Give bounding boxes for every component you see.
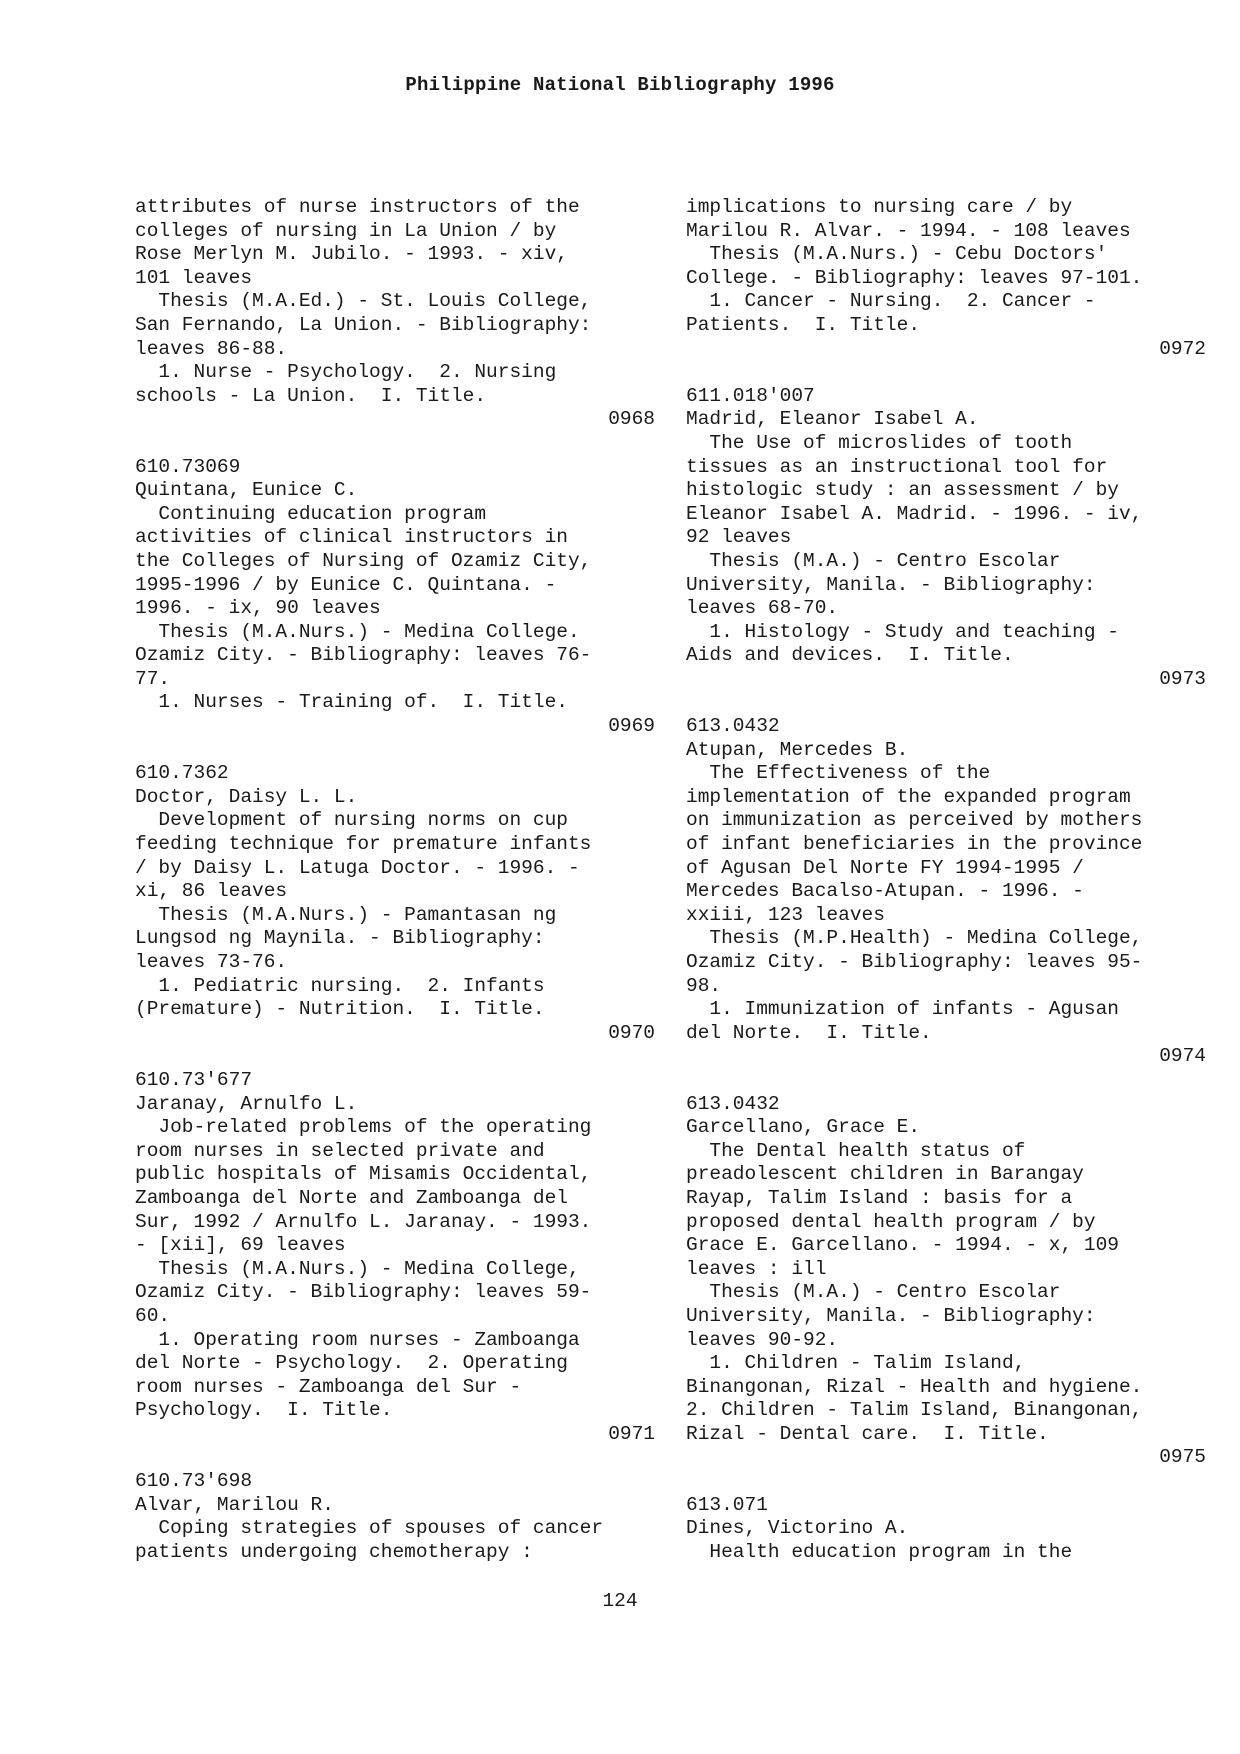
left-column bbox=[135, 196, 655, 1588]
entry-line: 1996. - ix, 90 leaves bbox=[135, 597, 381, 620]
entry-line: Eleanor Isabel A. Madrid. - 1996. - iv, bbox=[686, 502, 1143, 525]
entry-line: Thesis (M.A.Nurs.) - Medina College. bbox=[135, 620, 580, 643]
entry-line: 60. bbox=[135, 1304, 171, 1327]
entry-line: University, Manila. - Bibliography: bbox=[686, 573, 1096, 596]
entry-line: histologic study : an assessment / by bbox=[686, 479, 1119, 502]
entry-line: College. - Bibliography: leaves 97-101. bbox=[686, 266, 1143, 289]
entry-line: del Norte. I. Title. bbox=[686, 1021, 932, 1044]
bibliography-entry bbox=[686, 715, 1206, 1069]
entry-line: implementation of the expanded program bbox=[686, 785, 1131, 808]
entry-number: 0969 bbox=[608, 715, 655, 738]
entry-line: Thesis (M.A.Nurs.) - Cebu Doctors' bbox=[686, 243, 1108, 266]
entry-line: 101 leaves bbox=[135, 266, 253, 289]
entry-line: leaves 86-88. bbox=[135, 337, 288, 360]
entry-line: Rizal - Dental care. I. Title. bbox=[686, 1422, 1049, 1445]
entry-line: preadolescent children in Barangay bbox=[686, 1163, 1084, 1186]
entry-line: schools - La Union. I. Title. bbox=[135, 384, 487, 407]
entry-line: 2. Children - Talim Island, Binangonan, bbox=[686, 1399, 1143, 1422]
entry-line: Lungsod ng Maynila. - Bibliography: bbox=[135, 927, 545, 950]
entry-line: Thesis (M.A.Nurs.) - Medina College, bbox=[135, 1257, 580, 1280]
entry-line: leaves 90-92. bbox=[686, 1328, 839, 1351]
bibliography-entry bbox=[686, 385, 1206, 692]
page-title: Philippine National Bibliography 1996 bbox=[405, 74, 835, 96]
entry-line: Health education program in the bbox=[686, 1540, 1073, 1563]
entry-line: activities of clinical instructors in bbox=[135, 526, 568, 549]
entry-line: Psychology. I. Title. bbox=[135, 1399, 393, 1422]
entry-number: 0975 bbox=[1159, 1446, 1206, 1469]
entry-line: Patients. I. Title. bbox=[686, 313, 921, 336]
entry-line: Alvar, Marilou R. bbox=[135, 1493, 334, 1516]
entry-line: Quintana, Eunice C. bbox=[135, 479, 358, 502]
entry-line: Marilou R. Alvar. - 1994. - 108 leaves bbox=[686, 219, 1131, 242]
entry-line: Madrid, Eleanor Isabel A. bbox=[686, 408, 979, 431]
entry-line: / by Daisy L. Latuga Doctor. - 1996. - bbox=[135, 856, 580, 879]
entry-line: 1. Nurses - Training of. I. Title. bbox=[135, 691, 568, 714]
entry-line: - [xii], 69 leaves bbox=[135, 1234, 346, 1257]
bibliography-entry bbox=[135, 1470, 655, 1564]
entry-line: Atupan, Mercedes B. bbox=[686, 738, 909, 761]
entry-line: Development of nursing norms on cup bbox=[135, 809, 568, 832]
entry-line: University, Manila. - Bibliography: bbox=[686, 1304, 1096, 1327]
entry-line: room nurses - Zamboanga del Sur - bbox=[135, 1375, 522, 1398]
entry-line: 92 leaves bbox=[686, 526, 792, 549]
bibliography-entry bbox=[135, 1069, 655, 1447]
entry-line: Thesis (M.A.Ed.) - St. Louis College, bbox=[135, 290, 592, 313]
entry-number: 0972 bbox=[1159, 337, 1206, 360]
entry-line: Binangonan, Rizal - Health and hygiene. bbox=[686, 1375, 1143, 1398]
entry-line: The Dental health status of bbox=[686, 1139, 1026, 1162]
entry-line: (Premature) - Nutrition. I. Title. bbox=[135, 998, 545, 1021]
entry-line: 1. Immunization of infants - Agusan bbox=[686, 998, 1119, 1021]
bibliography-entry bbox=[686, 1093, 1206, 1471]
bibliography-entry bbox=[686, 1494, 1206, 1565]
entry-line: Dines, Victorino A. bbox=[686, 1517, 909, 1540]
entry-line: 613.071 bbox=[686, 1493, 768, 1516]
entry-line: xxiii, 123 leaves bbox=[686, 903, 885, 926]
entry-line: Thesis (M.A.Nurs.) - Pamantasan ng bbox=[135, 903, 557, 926]
entry-line: feeding technique for premature infants bbox=[135, 833, 592, 856]
entry-number: 0970 bbox=[608, 1021, 655, 1044]
entry-number: 0971 bbox=[608, 1422, 655, 1445]
entry-line: leaves : ill bbox=[686, 1257, 827, 1280]
entry-line: 1. Histology - Study and teaching - bbox=[686, 620, 1119, 643]
entry-line: leaves 73-76. bbox=[135, 951, 288, 973]
entry-line: 611.018'007 bbox=[686, 384, 815, 407]
bibliography-entry bbox=[135, 456, 655, 739]
entry-line: 1. Pediatric nursing. 2. Infants bbox=[135, 974, 545, 997]
entry-line: 1. Cancer - Nursing. 2. Cancer - bbox=[686, 290, 1096, 313]
entry-line: Jaranay, Arnulfo L. bbox=[135, 1092, 358, 1115]
entry-line: on immunization as perceived by mothers bbox=[686, 809, 1143, 832]
entry-line: Zamboanga del Norte and Zamboanga del bbox=[135, 1186, 568, 1209]
entry-line: attributes of nurse instructors of the bbox=[135, 196, 580, 218]
bibliography-entry bbox=[135, 196, 655, 432]
entry-line: Job-related problems of the operating bbox=[135, 1116, 592, 1139]
entry-line: Garcellano, Grace E. bbox=[686, 1116, 921, 1139]
entry-line: colleges of nursing in La Union / by bbox=[135, 219, 557, 242]
entry-line: 610.7362 bbox=[135, 762, 229, 785]
entry-line: public hospitals of Misamis Occidental, bbox=[135, 1163, 592, 1186]
entry-line: 613.0432 bbox=[686, 715, 780, 738]
entry-line: Thesis (M.P.Health) - Medina College, bbox=[686, 927, 1143, 950]
bibliography-entry bbox=[135, 762, 655, 1045]
entry-line: Aids and devices. I. Title. bbox=[686, 644, 1014, 667]
entry-line: of Agusan Del Norte FY 1994-1995 / bbox=[686, 856, 1084, 879]
entry-line: 1. Operating room nurses - Zamboanga bbox=[135, 1328, 580, 1351]
entry-number: 0973 bbox=[1159, 667, 1206, 690]
entry-line: 1995-1996 / by Eunice C. Quintana. - bbox=[135, 573, 557, 596]
entry-line: Continuing education program bbox=[135, 502, 487, 525]
entry-line: Ozamiz City. - Bibliography: leaves 76- bbox=[135, 644, 592, 667]
entry-line: Doctor, Daisy L. L. bbox=[135, 785, 358, 808]
entry-line: 610.73069 bbox=[135, 455, 241, 478]
entry-line: 98. bbox=[686, 974, 722, 997]
entry-line: Grace E. Garcellano. - 1994. - x, 109 bbox=[686, 1234, 1119, 1257]
entry-line: Rayap, Talim Island : basis for a bbox=[686, 1186, 1073, 1209]
entry-line: 610.73'698 bbox=[135, 1470, 253, 1493]
bibliography-entry bbox=[686, 196, 1206, 361]
entry-line: leaves 68-70. bbox=[686, 597, 839, 620]
entry-line: of infant beneficiaries in the province bbox=[686, 833, 1143, 856]
entry-number: 0974 bbox=[1159, 1045, 1206, 1068]
page-number: 124 bbox=[602, 1590, 638, 1612]
entry-line: the Colleges of Nursing of Ozamiz City, bbox=[135, 549, 592, 572]
entry-line: tissues as an instructional tool for bbox=[686, 455, 1108, 478]
entry-line: Coping strategies of spouses of cancer bbox=[135, 1517, 604, 1540]
entry-line: The Effectiveness of the bbox=[686, 762, 991, 785]
entry-line: 77. bbox=[135, 667, 171, 690]
entry-line: Thesis (M.A.) - Centro Escolar bbox=[686, 549, 1061, 572]
entry-line: 1. Children - Talim Island, bbox=[686, 1352, 1026, 1375]
entry-line: The Use of microslides of tooth bbox=[686, 431, 1073, 454]
entry-line: Ozamiz City. - Bibliography: leaves 59- bbox=[135, 1281, 592, 1304]
right-column bbox=[686, 196, 1206, 1588]
entry-line: 610.73'677 bbox=[135, 1068, 253, 1091]
entry-line: patients undergoing chemotherapy : bbox=[135, 1540, 533, 1563]
entry-line: implications to nursing care / by bbox=[686, 196, 1073, 218]
entry-number: 0968 bbox=[608, 408, 655, 431]
entry-line: 613.0432 bbox=[686, 1092, 780, 1115]
entry-line: San Fernando, La Union. - Bibliography: bbox=[135, 313, 592, 336]
entry-line: xi, 86 leaves bbox=[135, 880, 288, 903]
entry-line: proposed dental health program / by bbox=[686, 1210, 1096, 1233]
entry-line: Thesis (M.A.) - Centro Escolar bbox=[686, 1281, 1061, 1304]
entry-line: Ozamiz City. - Bibliography: leaves 95- bbox=[686, 951, 1143, 973]
entry-line: Sur, 1992 / Arnulfo L. Jaranay. - 1993. bbox=[135, 1210, 592, 1233]
entry-line: del Norte - Psychology. 2. Operating bbox=[135, 1352, 568, 1375]
entry-line: 1. Nurse - Psychology. 2. Nursing bbox=[135, 361, 557, 384]
entry-line: Mercedes Bacalso-Atupan. - 1996. - bbox=[686, 880, 1084, 903]
entry-line: Rose Merlyn M. Jubilo. - 1993. - xiv, bbox=[135, 243, 568, 266]
entry-line: room nurses in selected private and bbox=[135, 1139, 545, 1162]
